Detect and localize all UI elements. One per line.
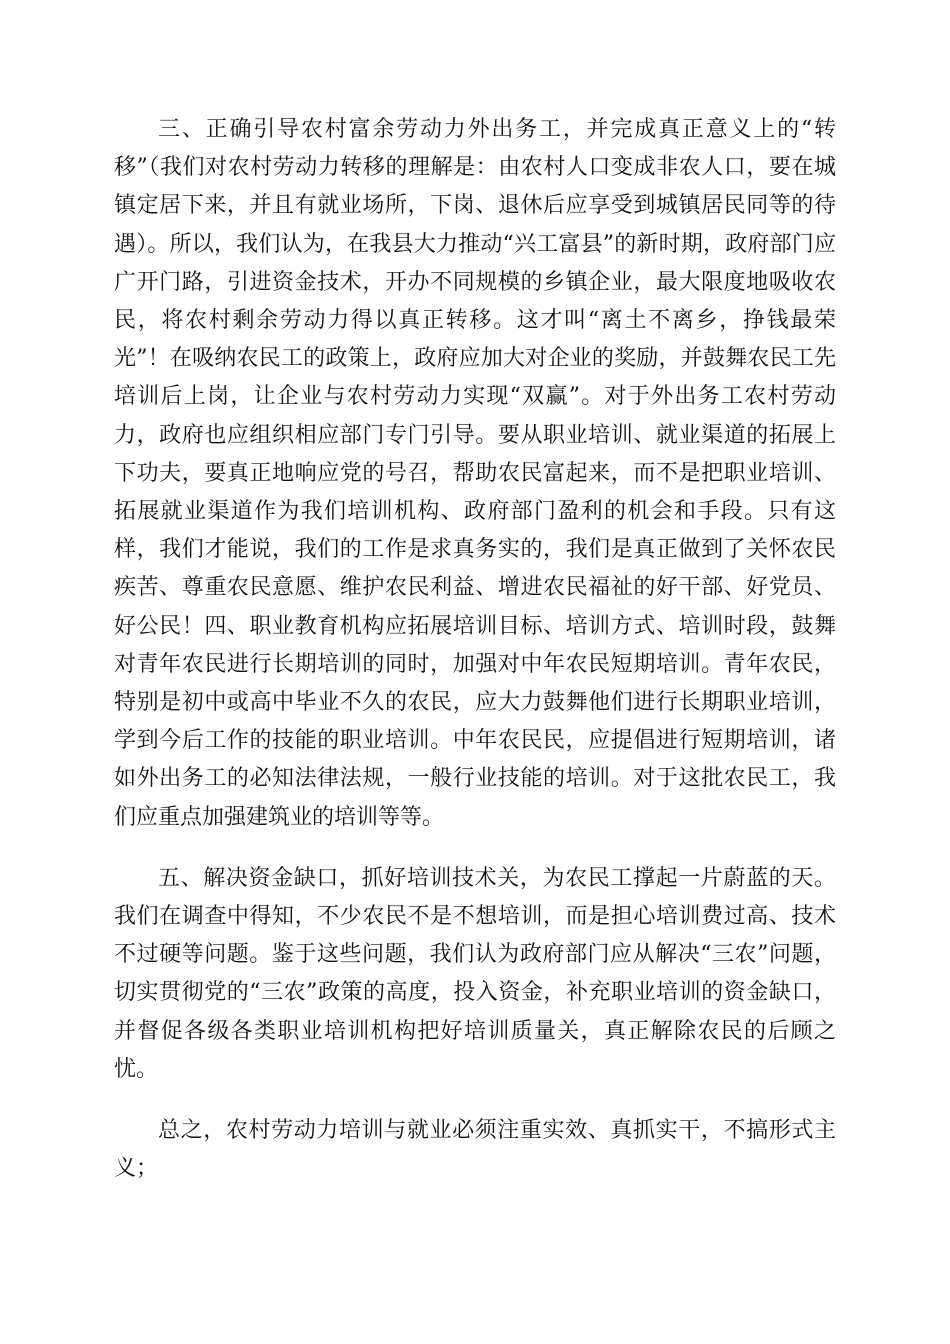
document-body: [114, 111, 836, 1188]
paragraph-3: 总之，农村劳动力培训与就业必须注重实效、真抓实干，不搞形式主义；: [114, 1118, 836, 1182]
paragraph-1: 三、正确引导农村富余劳动力外出务工，并完成真正意义上的“转移”（我们对农村劳动力转移的理解是：由农村人口变成非农人口，要在城镇定居下来，并且有就业场所，下岗、退休后应享受到城镇居民同等的待遇）。所以，我们认为，在我县大力推动“兴工富县”的新时期，政府部门应广开门路，引进资金技术，开办不同规模的乡镇企业，最大限度地吸收农民，将农村剩余劳动力得以真正转移。这才叫“离土不离乡，挣钱最荣光”！在吸纳农民工的政策上，政府应加大对企业的奖励，并鼓舞农民工先培训后上岗，让企业与农村劳动力实现“双赢”。对于外出务工农村劳动力，政府也应组织相应部门专门引导。要从职业培训、就业渠道的拓展上下功夫，要真正地响应党的号召，帮助农民富起来，而不是把职业培训、拓展就业渠道作为我们培训机构、政府部门盈利的机会和手段。只有这样，我们才能说，我们的工作是求真务实的，我们是真正做到了关怀农民疾苦、尊重农民意愿、维护农民利益、增进农民福祉的好干部、好党员、好公民！四、职业教育机构应拓展培训目标、培训方式、培训时段，鼓舞对青年农民进行长期培训的同时，加强对中年农民短期培训。青年农民，特别是初中或高中毕业不久的农民，应大力鼓舞他们进行长期职业培训，学到今后工作的技能的职业培训。中年农民民，应提倡进行短期培训，诸如外出务工的必知法律法规，一般行业技能的培训。对于这批农民工，我们应重点加强建筑业的培训等等。: [114, 117, 836, 830]
paragraph-2: 五、解决资金缺口，抓好培训技术关，为农民工撑起一片蔚蓝的天。我们在调查中得知，不少农民不是不想培训，而是担心培训费过高、技术不过硬等问题。鉴于这些问题，我们认为政府部门应从解决“三农”问题，切实贯彻党的“三农”政策的高度，投入资金，补充职业培训的资金缺口，并督促各级各类职业培训机构把好培训质量关，真正解除农民的后顾之忧。: [114, 865, 836, 1082]
